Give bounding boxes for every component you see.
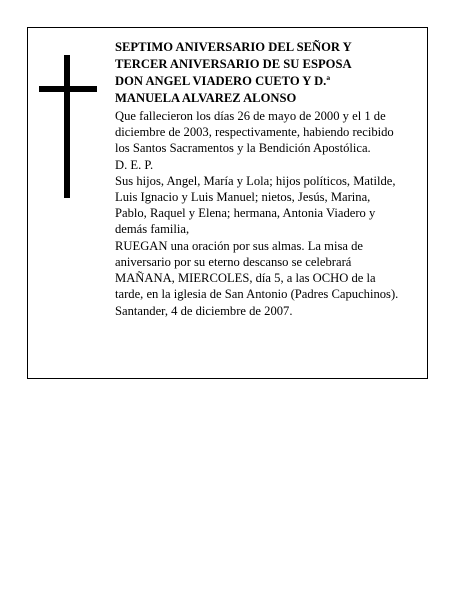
- family-line: demás familia,: [115, 222, 190, 237]
- cross-vertical-bar: [64, 55, 70, 198]
- notice-heading: [115, 39, 427, 107]
- request-line: MAÑANA, MIERCOLES, día 5, a las OCHO de la: [115, 271, 376, 286]
- death-line: Que fallecieron los días 26 de mayo de 2000 y el 1 de: [115, 109, 386, 123]
- notice-text: [115, 39, 427, 320]
- family-line: Luis Ignacio y Luis Manuel; nietos, Jesús, Marina,: [115, 190, 371, 205]
- death-line: diciembre de 2003, respectivamente, habiendo recibido: [115, 125, 394, 140]
- family-paragraph: [115, 173, 427, 238]
- heading-line: MANUELA ALVAREZ ALONSO: [115, 91, 297, 105]
- death-paragraph: [115, 108, 427, 157]
- rip-line: D. E. P.: [115, 157, 154, 172]
- heading-line: DON ANGEL VIADERO CUETO Y D.ª: [115, 74, 331, 88]
- cross-horizontal-bar: [39, 86, 97, 92]
- heading-line: TERCER ANIVERSARIO DE SU ESPOSA: [115, 57, 352, 71]
- family-line: Pablo, Raquel y Elena; hermana, Antonia Viadero y: [115, 206, 376, 221]
- request-line: tarde, en la iglesia de San Antonio (Padres Capuchinos).: [115, 287, 399, 302]
- obituary-notice: [27, 27, 428, 379]
- request-line: aniversario por su eterno descanso se celebrará: [115, 254, 352, 269]
- heading-line: SEPTIMO ANIVERSARIO DEL SEÑOR Y: [115, 40, 352, 54]
- request-paragraph: [115, 238, 427, 303]
- death-line: los Santos Sacramentos y la Bendición Apostólica.: [115, 141, 371, 156]
- cross-icon: [39, 55, 97, 198]
- request-line: RUEGAN una oración por sus almas. La misa de: [115, 238, 363, 253]
- place-date: Santander, 4 de diciembre de 2007.: [115, 304, 293, 319]
- family-line: Sus hijos, Angel, María y Lola; hijos políticos, Matilde,: [115, 173, 396, 188]
